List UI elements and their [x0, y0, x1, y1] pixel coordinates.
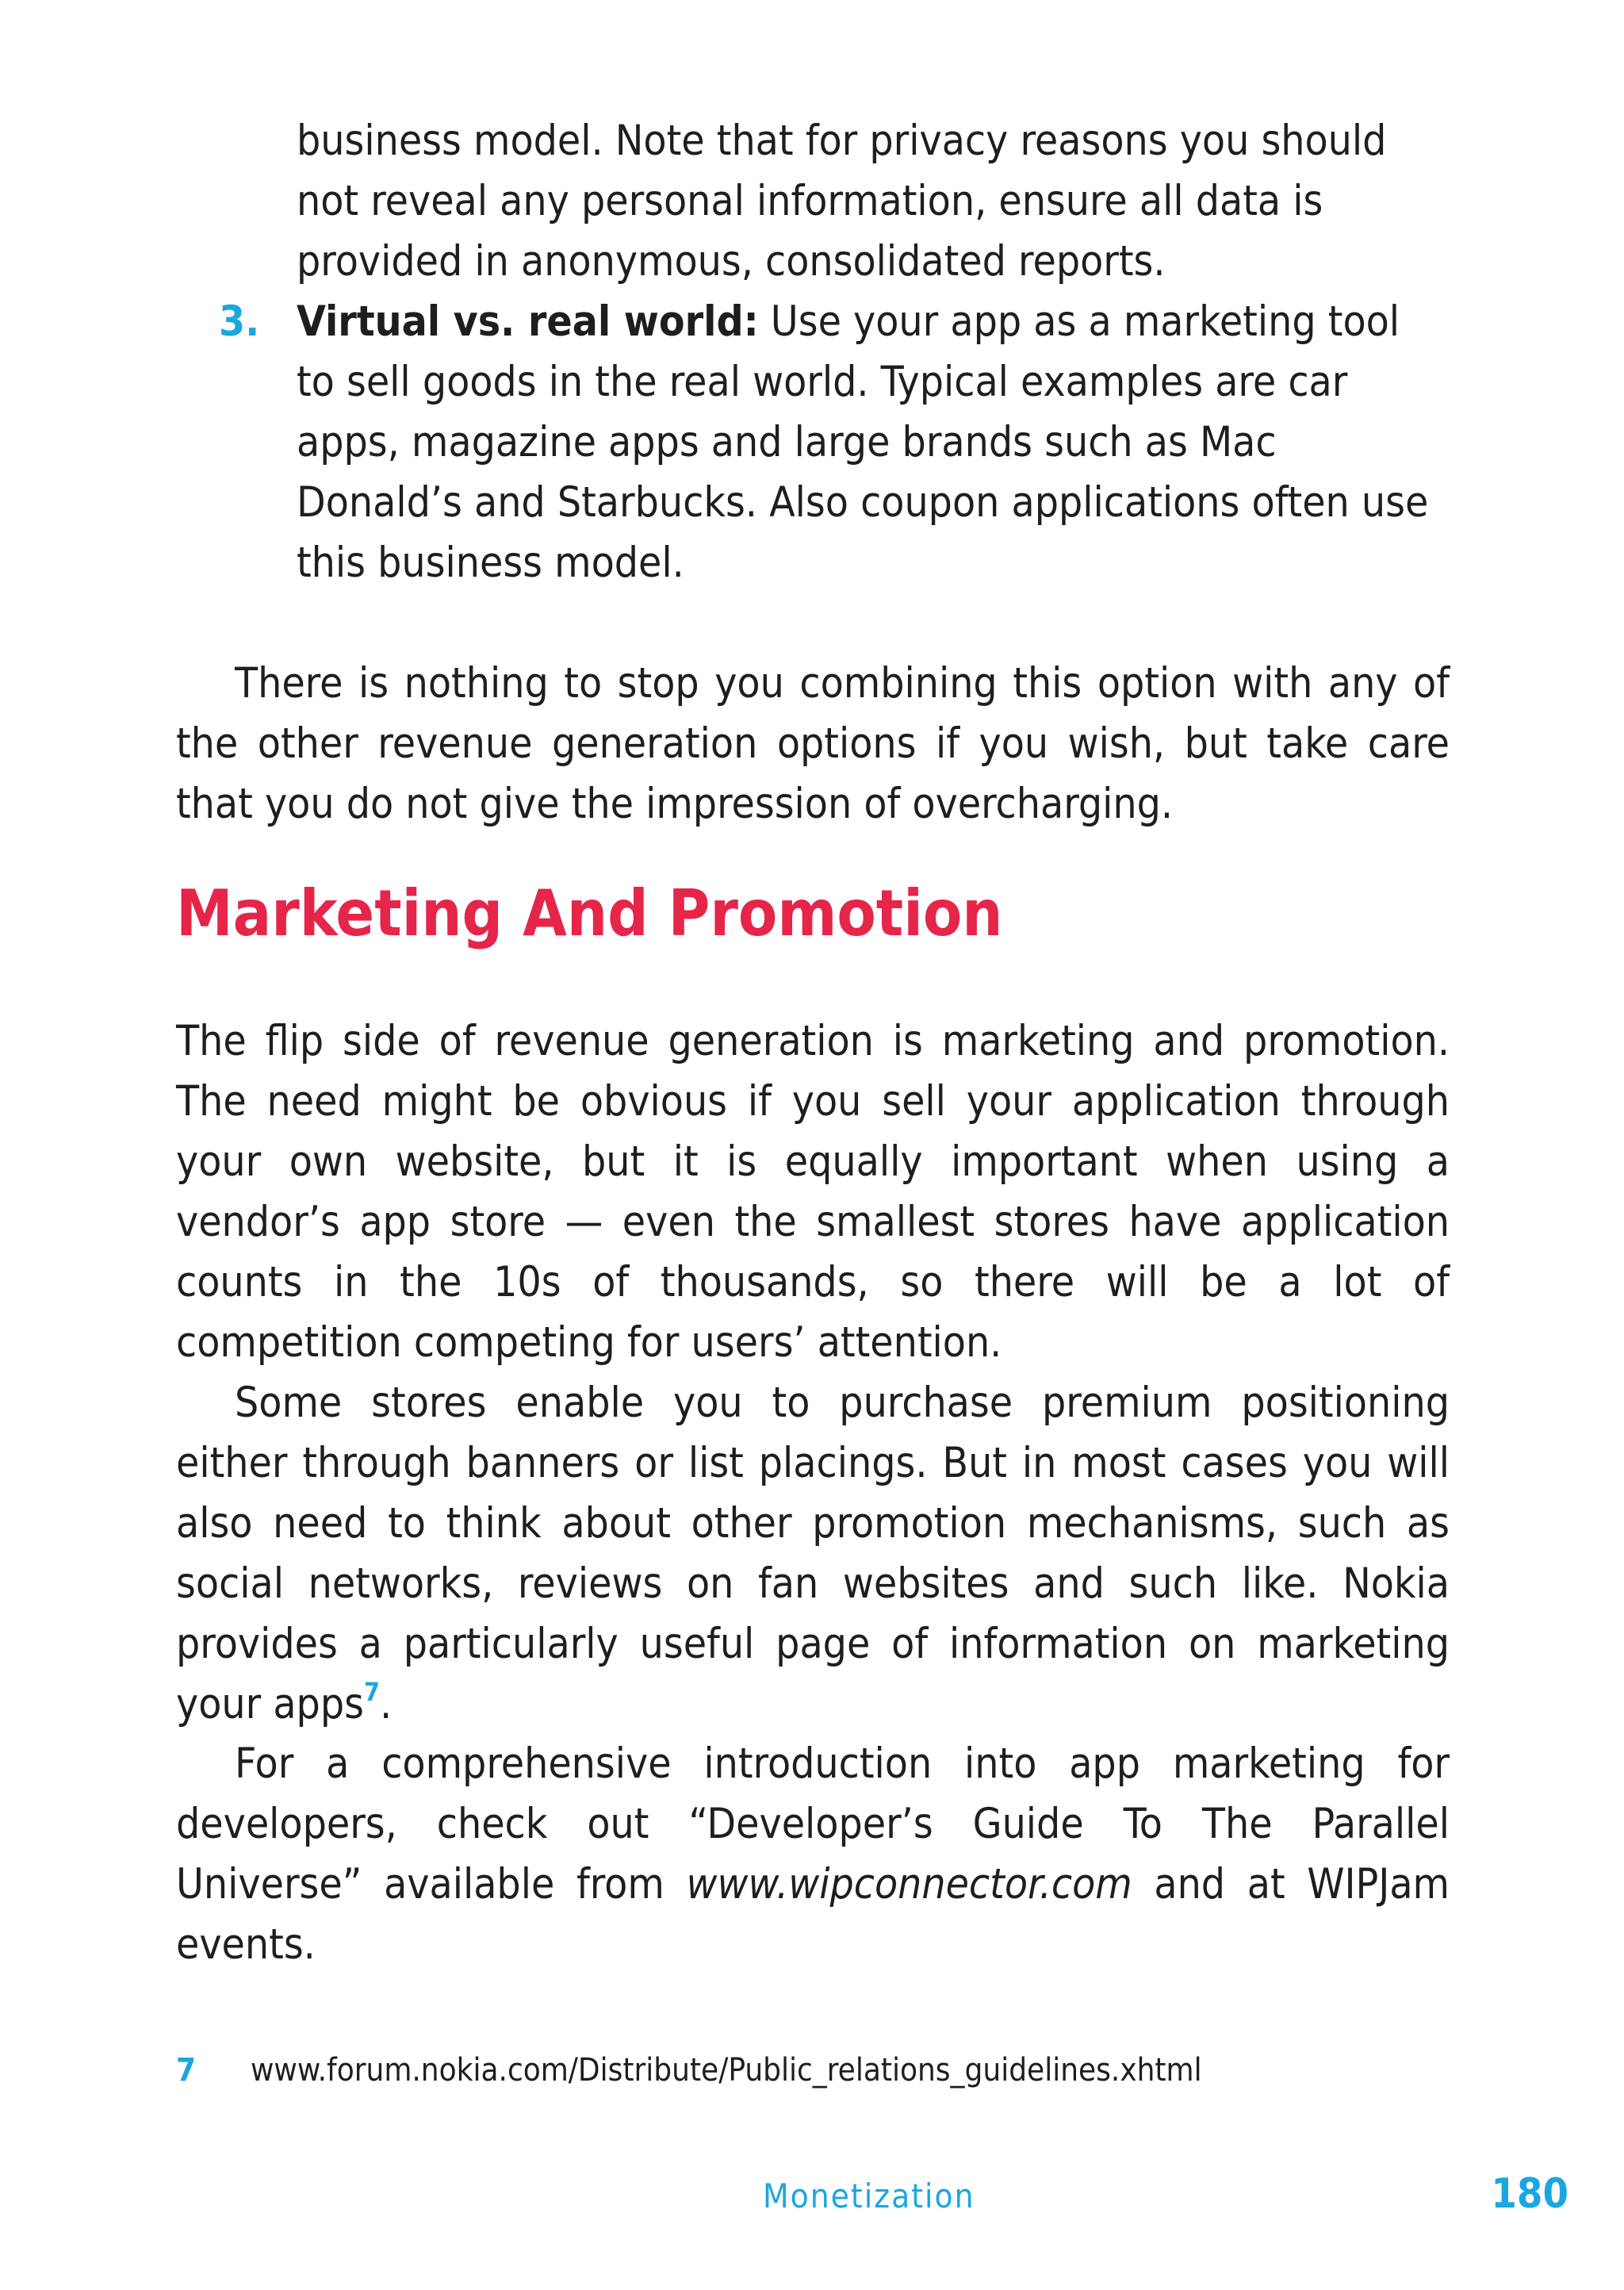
paragraph-flip-side: The flip side of revenue generation is marketing and promotion. The need might be obvious if you sell your application through your own website, but it is equally important when using a vendor’s app store — even the smallest stores have application counts in the 10s of thousands, so there will be a lot of competition competing for users’ attention.	[176, 1017, 1450, 1367]
list-number: 3.	[219, 297, 260, 346]
page-number: 180	[1491, 2170, 1568, 2218]
footnote-number: 7	[176, 2052, 197, 2089]
section-heading: Marketing And Promotion	[176, 876, 1003, 950]
paragraph-app-marketing-guide	[176, 1734, 1450, 1975]
paragraph-text: For a comprehensive introduction into app marketing for developers, check out “Developer’s Guide To The Parallel Universe” available from	[176, 1740, 1450, 1908]
running-footer-chapter: Monetization	[763, 2177, 975, 2215]
list-item-3	[219, 292, 1438, 593]
paragraph-end: .	[379, 1680, 393, 1728]
paragraph-combine-options: There is nothing to stop you combining this option with any of the other revenue generation options if you wish, but take care that you do not give the impression of overcharging.	[176, 659, 1450, 828]
list-item-continuation: business model. Note that for privacy reasons you should not reveal any personal information, ensure all data is provided in anonymous, consolidated reports.	[297, 117, 1387, 286]
footnote-reference[interactable]: 7	[363, 1677, 380, 1707]
paragraph-premium-positioning	[176, 1373, 1450, 1735]
list-item-text: Use your app as a marketing tool to sell goods in the real world. Typical examples are car apps, magazine apps and large brands such as Mac Donald’s and Starbucks. Also coupon applications often use this business model.	[297, 297, 1429, 587]
paragraph-text: Some stores enable you to purchase premium positioning either through banners or list placings. But in most cases you will also need to think about other promotion mechanisms, such as social networks, reviews on fan websites and such like. Nokia provides a particularly useful page of information on marketing your apps	[176, 1379, 1450, 1728]
wipconnector-link[interactable]: www.wipconnector.com	[686, 1860, 1132, 1908]
list-item-lead: Virtual vs. real world:	[297, 297, 759, 346]
footnote-url[interactable]: www.forum.nokia.com/Distribute/Public_relations_guidelines.xhtml	[251, 2052, 1202, 2089]
paragraph-end: and at WIPJam events.	[176, 1860, 1450, 1969]
